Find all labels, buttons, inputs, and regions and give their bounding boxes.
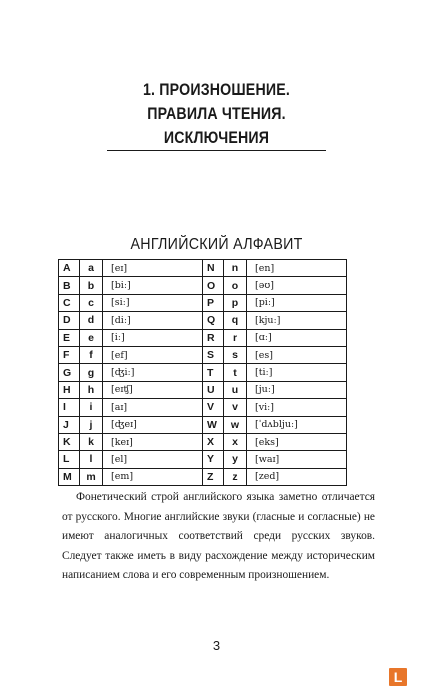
alphabet-lowercase-letter: w — [224, 416, 247, 433]
alphabet-transcription: [el] — [103, 451, 203, 468]
alphabet-transcription: [waɪ] — [247, 451, 347, 468]
alphabet-transcription: [diː] — [103, 312, 203, 329]
alphabet-uppercase-letter: K — [59, 433, 80, 450]
alphabet-lowercase-letter: e — [80, 329, 103, 346]
alphabet-transcription: [juː] — [247, 381, 347, 398]
alphabet-uppercase-letter: A — [59, 260, 80, 277]
alphabet-transcription: [ʤiː] — [103, 364, 203, 381]
alphabet-lowercase-letter: t — [224, 364, 247, 381]
alphabet-transcription: [ɑː] — [247, 329, 347, 346]
alphabet-transcription: [piː] — [247, 294, 347, 311]
alphabet-uppercase-letter: W — [203, 416, 224, 433]
alphabet-row — [59, 294, 347, 311]
alphabet-uppercase-letter: H — [59, 381, 80, 398]
alphabet-uppercase-letter: F — [59, 346, 80, 363]
alphabet-uppercase-letter: C — [59, 294, 80, 311]
alphabet-uppercase-letter: L — [59, 451, 80, 468]
alphabet-lowercase-letter: g — [80, 364, 103, 381]
alphabet-row — [59, 329, 347, 346]
chapter-title-line-3: ИСКЛЮЧЕНИЯ — [163, 129, 270, 147]
alphabet-transcription: [en] — [247, 260, 347, 277]
alphabet-lowercase-letter: v — [224, 399, 247, 416]
alphabet-transcription: [viː] — [247, 399, 347, 416]
alphabet-transcription: [aɪ] — [103, 399, 203, 416]
alphabet-row — [59, 451, 347, 468]
alphabet-uppercase-letter: P — [203, 294, 224, 311]
alphabet-row — [59, 277, 347, 294]
alphabet-lowercase-letter: x — [224, 433, 247, 450]
alphabet-uppercase-letter: X — [203, 433, 224, 450]
alphabet-uppercase-letter: I — [59, 399, 80, 416]
alphabet-row — [59, 260, 347, 277]
alphabet-lowercase-letter: j — [80, 416, 103, 433]
alphabet-lowercase-letter: q — [224, 312, 247, 329]
alphabet-transcription: [eks] — [247, 433, 347, 450]
alphabet-transcription: [ʤeɪ] — [103, 416, 203, 433]
alphabet-transcription: [tiː] — [247, 364, 347, 381]
alphabet-row — [59, 433, 347, 450]
alphabet-transcription: [siː] — [103, 294, 203, 311]
alphabet-uppercase-letter: S — [203, 346, 224, 363]
alphabet-transcription: [em] — [103, 468, 203, 485]
alphabet-lowercase-letter: c — [80, 294, 103, 311]
alphabet-transcription: [ˈdʌbljuː] — [247, 416, 347, 433]
alphabet-transcription: [ef] — [103, 346, 203, 363]
alphabet-lowercase-letter: z — [224, 468, 247, 485]
alphabet-lowercase-letter: k — [80, 433, 103, 450]
alphabet-lowercase-letter: u — [224, 381, 247, 398]
chapter-title — [0, 78, 433, 150]
alphabet-uppercase-letter: Q — [203, 312, 224, 329]
alphabet-row — [59, 399, 347, 416]
alphabet-lowercase-letter: l — [80, 451, 103, 468]
body-paragraph: Фонетический строй английского языка заметно отличается от русского. Многие английские звуки (гласные и согласные) не имеют аналогичных соответствий среди русских звуков. Следует также иметь в виду расхождение между историческим написанием слова и его современным произношением. — [62, 491, 375, 582]
alphabet-lowercase-letter: s — [224, 346, 247, 363]
alphabet-row — [59, 416, 347, 433]
alphabet-transcription: [es] — [247, 346, 347, 363]
alphabet-uppercase-letter: M — [59, 468, 80, 485]
alphabet-uppercase-letter: G — [59, 364, 80, 381]
alphabet-lowercase-letter: p — [224, 294, 247, 311]
alphabet-transcription: [əʊ] — [247, 277, 347, 294]
alphabet-heading — [0, 236, 433, 254]
alphabet-uppercase-letter: O — [203, 277, 224, 294]
alphabet-uppercase-letter: J — [59, 416, 80, 433]
alphabet-lowercase-letter: f — [80, 346, 103, 363]
alphabet-transcription: [eɪʧ] — [103, 381, 203, 398]
alphabet-lowercase-letter: d — [80, 312, 103, 329]
alphabet-transcription: [kjuː] — [247, 312, 347, 329]
alphabet-uppercase-letter: D — [59, 312, 80, 329]
alphabet-uppercase-letter: R — [203, 329, 224, 346]
alphabet-lowercase-letter: n — [224, 260, 247, 277]
alphabet-row — [59, 381, 347, 398]
alphabet-lowercase-letter: m — [80, 468, 103, 485]
alphabet-lowercase-letter: o — [224, 277, 247, 294]
chapter-title-line-1: 1. ПРОИЗНОШЕНИЕ. — [142, 81, 291, 99]
alphabet-uppercase-letter: U — [203, 381, 224, 398]
alphabet-row — [59, 346, 347, 363]
alphabet-heading-text: АНГЛИЙСКИЙ АЛФАВИТ — [130, 236, 303, 253]
chapter-title-line-2: ПРАВИЛА ЧТЕНИЯ. — [147, 105, 286, 123]
alphabet-lowercase-letter: b — [80, 277, 103, 294]
alphabet-lowercase-letter: a — [80, 260, 103, 277]
alphabet-row — [59, 468, 347, 485]
publisher-logo-icon: L — [389, 668, 407, 686]
alphabet-uppercase-letter: V — [203, 399, 224, 416]
alphabet-transcription: [eɪ] — [103, 260, 203, 277]
alphabet-transcription: [biː] — [103, 277, 203, 294]
alphabet-uppercase-letter: T — [203, 364, 224, 381]
alphabet-transcription: [keɪ] — [103, 433, 203, 450]
alphabet-transcription: [iː] — [103, 329, 203, 346]
alphabet-lowercase-letter: r — [224, 329, 247, 346]
alphabet-row — [59, 312, 347, 329]
alphabet-uppercase-letter: Y — [203, 451, 224, 468]
page-number: 3 — [212, 638, 221, 653]
alphabet-uppercase-letter: N — [203, 260, 224, 277]
title-divider — [107, 150, 326, 151]
alphabet-table-body — [59, 260, 347, 486]
alphabet-uppercase-letter: B — [59, 277, 80, 294]
alphabet-transcription: [zed] — [247, 468, 347, 485]
alphabet-uppercase-letter: E — [59, 329, 80, 346]
alphabet-lowercase-letter: y — [224, 451, 247, 468]
alphabet-row — [59, 364, 347, 381]
alphabet-lowercase-letter: h — [80, 381, 103, 398]
alphabet-table — [58, 259, 347, 486]
alphabet-uppercase-letter: Z — [203, 468, 224, 485]
alphabet-lowercase-letter: i — [80, 399, 103, 416]
